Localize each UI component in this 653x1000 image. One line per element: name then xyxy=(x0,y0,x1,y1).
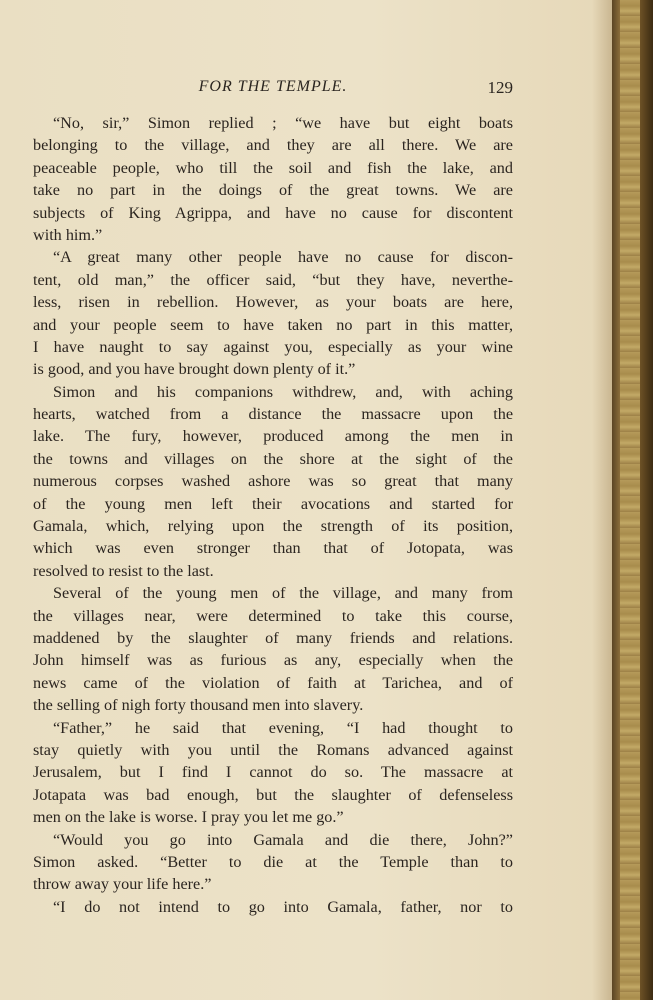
text-line: “A great many other people have no cause for discon- xyxy=(53,248,513,267)
text-line: peaceable people, who till the soil and fish the lake, and xyxy=(33,158,513,177)
text-line: news came of the violation of faith at Tarichea, and of xyxy=(33,673,513,692)
binding-inner-edge xyxy=(612,0,620,1000)
text-line: Gamala, which, relying upon the strength of its position, xyxy=(33,517,513,536)
text-line: I have naught to say against you, especially as your wine xyxy=(33,337,513,356)
text-line: the towns and villages on the shore at the sight of the xyxy=(33,449,513,468)
text-line: men on the lake is worse. I pray you let me go.” xyxy=(33,808,344,827)
text-line: “I do not intend to go into Gamala, father, nor to xyxy=(53,897,513,916)
text-line: Several of the young men of the village, and many from xyxy=(53,584,513,603)
text-line: tent, old man,” the officer said, “but they have, neverthe- xyxy=(33,270,513,289)
text-line: belonging to the village, and they are all there. We are xyxy=(33,136,513,155)
text-line: resolved to resist to the last. xyxy=(33,561,214,580)
page-edge-shadow xyxy=(592,0,614,1000)
text-line: “No, sir,” Simon replied ; “we have but eight boats xyxy=(53,114,513,132)
text-line: John himself was as furious as any, especially when the xyxy=(33,651,513,670)
text-line: maddened by the slaughter of many friends and relations. xyxy=(33,628,513,647)
text-line: subjects of King Agrippa, and have no cause for discontent xyxy=(33,203,513,222)
text-line: of the young men left their avocations and started for xyxy=(33,494,513,513)
text-line: with him.” xyxy=(33,225,103,244)
text-line: Jotapata was bad enough, but the slaughter of defenseless xyxy=(33,785,513,804)
text-line: and your people seem to have taken no part in this matter, xyxy=(33,315,513,334)
text-line: take no part in the doings of the great towns. We are xyxy=(33,181,513,200)
text-line: which was even stronger than that of Jotopata, was xyxy=(33,539,513,558)
text-line: the selling of nigh forty thousand men into slavery. xyxy=(33,696,364,715)
text-line: hearts, watched from a distance the massacre upon the xyxy=(33,405,513,424)
page-number: 129 xyxy=(487,78,513,97)
running-title: FOR THE TEMPLE. xyxy=(198,78,348,95)
text-line: “Would you go into Gamala and die there, John?” xyxy=(53,830,513,849)
text-line: Simon asked. “Better to die at the Temple than to xyxy=(33,852,513,871)
text-line: throw away your life here.” xyxy=(33,875,212,894)
text-line: lake. The fury, however, produced among the men in xyxy=(33,427,513,446)
binding-outer-edge xyxy=(640,0,653,1000)
text-line: is good, and you have brought down plenty of it.” xyxy=(33,360,356,379)
page-header xyxy=(33,78,513,100)
text-line: Simon and his companions withdrew, and, with aching xyxy=(53,382,513,401)
text-line: less, risen in rebellion. However, as your boats are here, xyxy=(33,293,513,312)
text-line: “Father,” he said that evening, “I had thought to xyxy=(53,718,513,737)
text-line: Jerusalem, but I find I cannot do so. The massacre at xyxy=(33,763,513,782)
text-line: numerous corpses washed ashore was so great that many xyxy=(33,472,513,491)
text-line: stay quietly with you until the Romans advanced against xyxy=(33,740,513,759)
body-text xyxy=(33,112,513,918)
text-line: the villages near, were determined to take this course, xyxy=(33,606,513,625)
